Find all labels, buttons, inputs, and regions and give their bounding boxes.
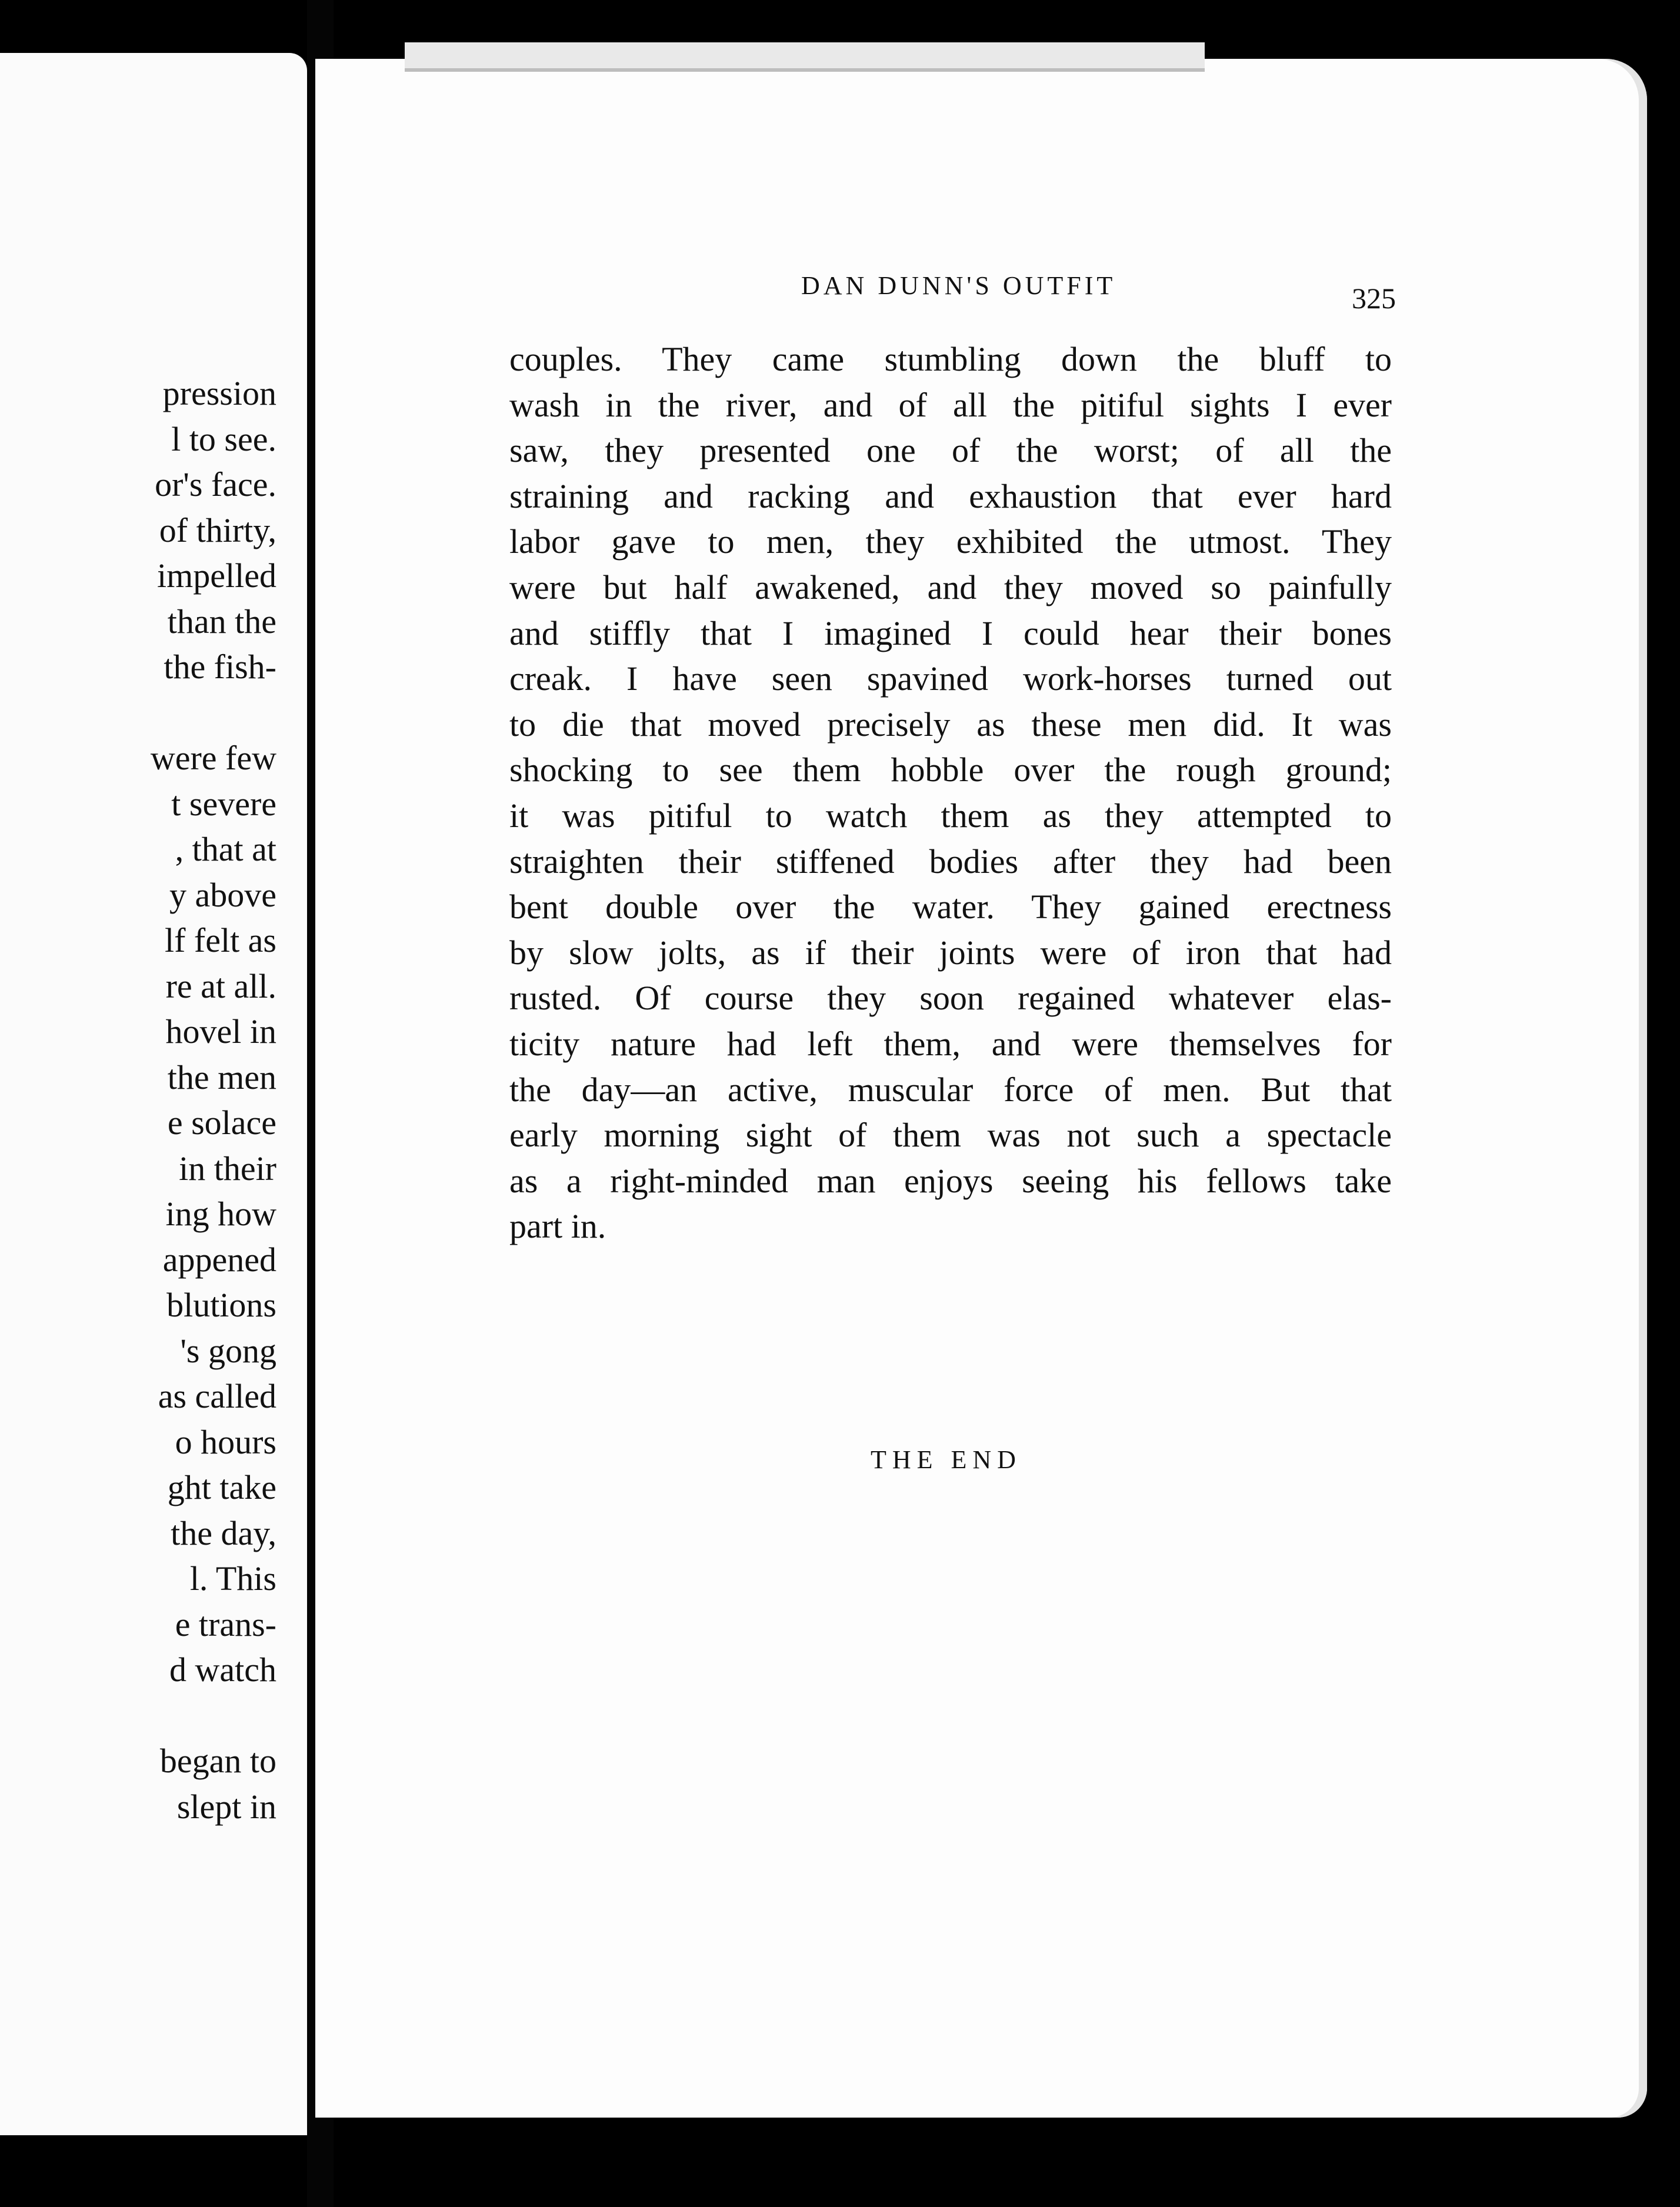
left-page-line: ght take <box>167 1468 276 1506</box>
left-page-line: 's gong <box>180 1331 276 1370</box>
left-page-line: y above <box>169 875 276 914</box>
left-page-line: in their <box>179 1149 276 1188</box>
left-page-line: were few <box>150 739 276 777</box>
body-text-line: to die that moved precisely as these men did. It was <box>509 705 1392 744</box>
left-page-line <box>0 690 276 736</box>
left-page-line: d watch <box>169 1651 276 1689</box>
left-page-line: re at all. <box>165 966 276 1005</box>
left-page-line: of thirty, <box>159 511 276 549</box>
left-page-line: appened <box>162 1240 276 1279</box>
left-page-line: began to <box>159 1742 276 1780</box>
body-text-line: were but half awakened, and they moved so painfully <box>509 568 1392 606</box>
body-text-line: ticity nature had left them, and were themselves for <box>509 1024 1392 1063</box>
body-text-line: shocking to see them hobble over the rough ground; <box>509 751 1392 789</box>
body-text-line: by slow jolts, as if their joints were of iron that had <box>509 933 1392 972</box>
body-text-line: part in. <box>509 1207 606 1246</box>
left-page-line: t severe <box>171 784 276 823</box>
page-number: 325 <box>1352 282 1396 315</box>
body-text-line: straining and racking and exhaustion that ever hard <box>509 476 1392 515</box>
body-text-line: creak. I have seen spavined work-horses turned out <box>509 659 1392 698</box>
left-page-line <box>0 1693 276 1739</box>
body-text-line: rusted. Of course they soon regained whatever elas- <box>509 979 1392 1018</box>
body-text-line: it was pitiful to watch them as they attempted to <box>509 796 1392 835</box>
left-page-text <box>0 371 276 1829</box>
left-facing-page <box>0 53 307 2135</box>
body-text-line: the day—an active, muscular force of men. But that <box>509 1070 1392 1109</box>
body-text-line: labor gave to men, they exhibited the utmost. They <box>509 522 1392 561</box>
left-page-line: l. This <box>189 1559 276 1598</box>
left-page-line: the fish- <box>164 648 276 686</box>
body-text-line: bent double over the water. They gained erectness <box>509 888 1392 926</box>
left-page-line: o hours <box>175 1422 276 1461</box>
left-page-line: blutions <box>166 1286 276 1324</box>
body-text-line: couples. They came stumbling down the bluff to <box>509 340 1392 378</box>
body-text-line: saw, they presented one of the worst; of all the <box>509 431 1392 470</box>
body-text-line: early morning sight of them was not such a spectacle <box>509 1116 1392 1155</box>
left-page-line: l to see. <box>171 419 276 458</box>
running-head: DAN DUNN'S OUTFIT <box>801 271 1116 300</box>
left-page-line: lf felt as <box>164 921 276 959</box>
left-page-line: the men <box>167 1058 276 1096</box>
body-text-line: as a right-minded man enjoys seeing his fellows take <box>509 1161 1392 1200</box>
left-page-line: or's face. <box>155 465 276 504</box>
left-page-line: e solace <box>167 1104 276 1142</box>
left-page-line: e trans- <box>175 1605 276 1643</box>
left-page-line: , that at <box>175 830 276 868</box>
body-text-line: wash in the river, and of all the pitiful sights I ever <box>509 385 1392 424</box>
left-page-line: hovel in <box>165 1012 276 1051</box>
body-text-line: straighten their stiffened bodies after they had been <box>509 842 1392 881</box>
left-page-line: ing how <box>165 1195 276 1233</box>
top-paper-strip <box>405 42 1205 72</box>
body-text <box>509 336 1392 1249</box>
left-page-line: impelled <box>157 556 276 595</box>
left-page-line: as called <box>158 1377 276 1415</box>
left-page-line: than the <box>167 602 276 641</box>
left-page-line: slept in <box>176 1787 276 1826</box>
left-page-line: pression <box>162 374 276 412</box>
body-text-line: and stiffly that I imagined I could hear their bones <box>509 614 1392 652</box>
left-page-line: the day, <box>171 1513 276 1552</box>
the-end-label: THE END <box>871 1445 1022 1474</box>
